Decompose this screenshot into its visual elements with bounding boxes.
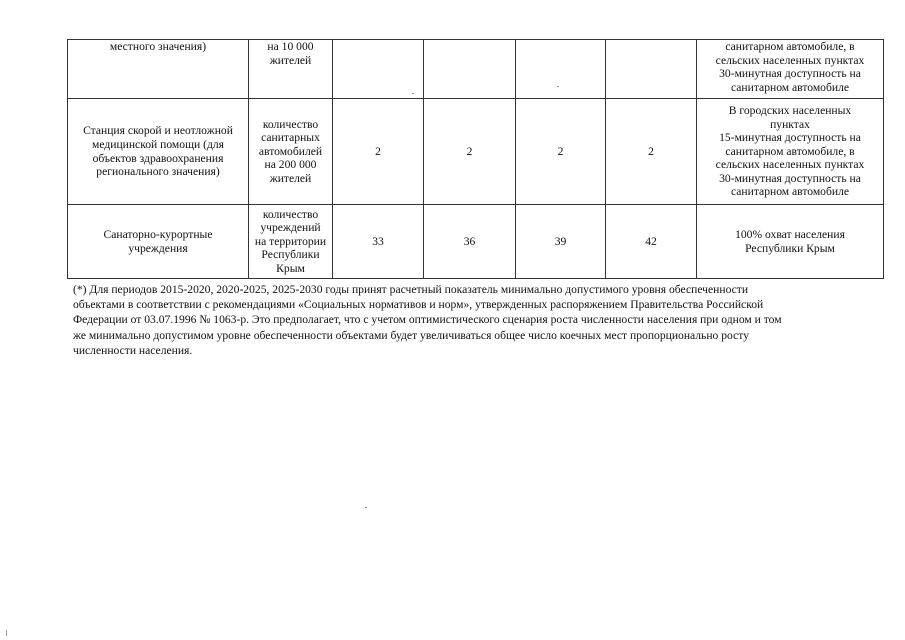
value-cell-2015 <box>333 40 424 99</box>
footnote-line: численности населения. <box>73 343 193 357</box>
footnote-line: (*) Для периодов 2015-2020, 2020-2025, 2025-2030 годы принят расчетный показатель минимально допустимого уровня обеспеченности <box>73 283 749 296</box>
facility-cell: Станция скорой и неотложной медицинской помощи (для объектов здравоохранения регионального значения) <box>68 99 249 205</box>
value-cell-2030: 42 <box>606 205 697 279</box>
value-cell-2020 <box>424 40 516 99</box>
facility-cell: местного значения) <box>68 40 249 99</box>
indicator-cell: количество учреждений на территории Республики Крым <box>249 205 333 279</box>
value-cell-2025 <box>516 40 606 99</box>
footnote-line: Федерации от 03.07.1996 № 1063-р. Это предполагает, что с учетом оптимистического сценария роста численности населения при одном и том <box>73 313 782 327</box>
facility-cell: Санаторно-курортные учреждения <box>68 205 249 279</box>
value-cell-2020: 2 <box>424 99 516 205</box>
scan-speck <box>6 630 7 636</box>
value-cell-2030 <box>606 40 697 99</box>
accessibility-cell: 100% охват населения Республики Крым <box>697 205 884 279</box>
value-cell-2025: 2 <box>516 99 606 205</box>
value-cell-2020: 36 <box>424 205 516 279</box>
scan-speck <box>412 93 414 94</box>
table-row <box>68 205 884 279</box>
standards-table <box>67 39 884 279</box>
accessibility-cell: В городских населенных пунктах 15-минутная доступность на санитарном автомобиле, в сельских населенных пунктах 30-минутная доступность на санитарном автомобиле <box>697 99 884 205</box>
value-cell-2015: 2 <box>333 99 424 205</box>
scan-speck <box>557 86 559 87</box>
table-row <box>68 40 884 99</box>
table-row <box>68 99 884 205</box>
footnote <box>73 282 880 358</box>
scan-speck <box>365 507 367 508</box>
accessibility-cell: санитарном автомобиле, в сельских населенных пунктах 30-минутная доступность на санитарном автомобиле <box>697 40 884 99</box>
value-cell-2015: 33 <box>333 205 424 279</box>
value-cell-2030: 2 <box>606 99 697 205</box>
footnote-line: объектами в соответствии с рекомендациями «Социальных нормативов и норм», утвержденных распоряжением Правительства Российской <box>73 298 764 312</box>
indicator-cell: на 10 000 жителей <box>249 40 333 99</box>
value-cell-2025: 39 <box>516 205 606 279</box>
footnote-line: же минимально допустимом уровне обеспеченности объектами будет увеличиваться общее число коечных мест пропорционально росту <box>73 328 749 342</box>
indicator-cell: количество санитарных автомобилей на 200 000 жителей <box>249 99 333 205</box>
standards-table-container <box>67 39 883 279</box>
